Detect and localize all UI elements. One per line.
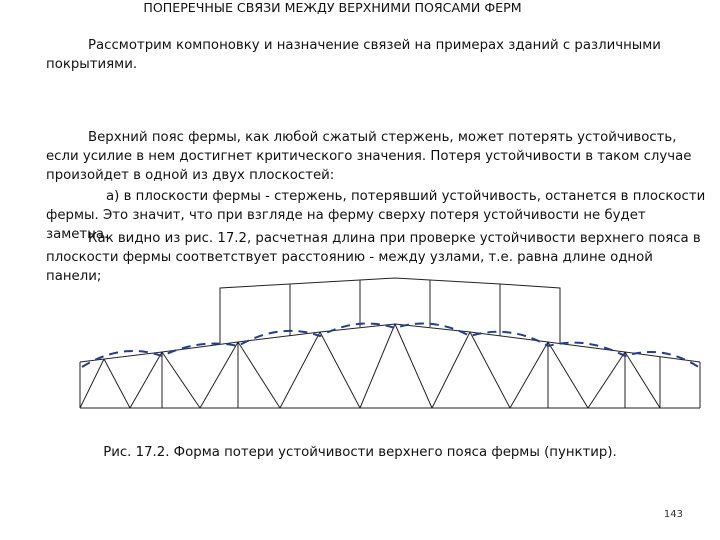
truss-diagonal [200,342,238,408]
truss-diagonal [432,332,470,408]
truss-outline [80,278,700,408]
buckling-shape-dashed [82,324,700,369]
truss-diagonal [625,352,660,408]
page-number: 143 [663,509,683,520]
paragraph-top-chord-stability: Верхний пояс фермы, как любой сжатый стержень, может потерять устойчивость, если усилие в нем достигнет критического значения. Потеря устойчивости в таком случае произойдет в одной из двух плоскостей: [46,130,692,183]
truss-diagonal [130,352,162,408]
paragraph-in-plane-buckling: а) в плоскости фермы - стержень, потерявший устойчивость, останется в плоскости фермы. Это значит, что при взгляде на ферму сверху потеря устойчивости не будет заметна. [46,189,706,242]
truss-diagonal [162,352,200,408]
truss-diagonal [360,324,395,408]
paragraph-effective-length: Как видно из рис. 17.2, расчетная длина при проверке устойчивости верхнего пояса в плоскости фермы соответствует расстоянию - между узлами, т.е. равна длине одной панели; [46,231,701,284]
truss-diagonal [104,359,130,408]
truss-buckling-figure [60,270,720,420]
figure-caption: Рис. 17.2. Форма потери устойчивости верхнего пояса фермы (пунктир). [103,445,617,460]
truss-diagonal [280,332,320,408]
truss-diagonal [510,342,548,408]
section-heading: ПОПЕРЕЧНЫЕ СВЯЗИ МЕЖДУ ВЕРХНИМИ ПОЯСАМИ ФЕРМ [143,0,522,15]
truss-diagonal [470,332,510,408]
truss-diagonal [395,324,432,408]
truss-diagonal [238,342,280,408]
intro-paragraph: Рассмотрим компоновку и назначение связей на примерах зданий с различными покрытиями. [46,38,661,72]
truss-diagonal [320,332,360,408]
roof-lantern [220,278,560,344]
truss-diagonal [588,352,625,408]
top-chord [80,324,700,362]
truss-diagonal [548,342,588,408]
